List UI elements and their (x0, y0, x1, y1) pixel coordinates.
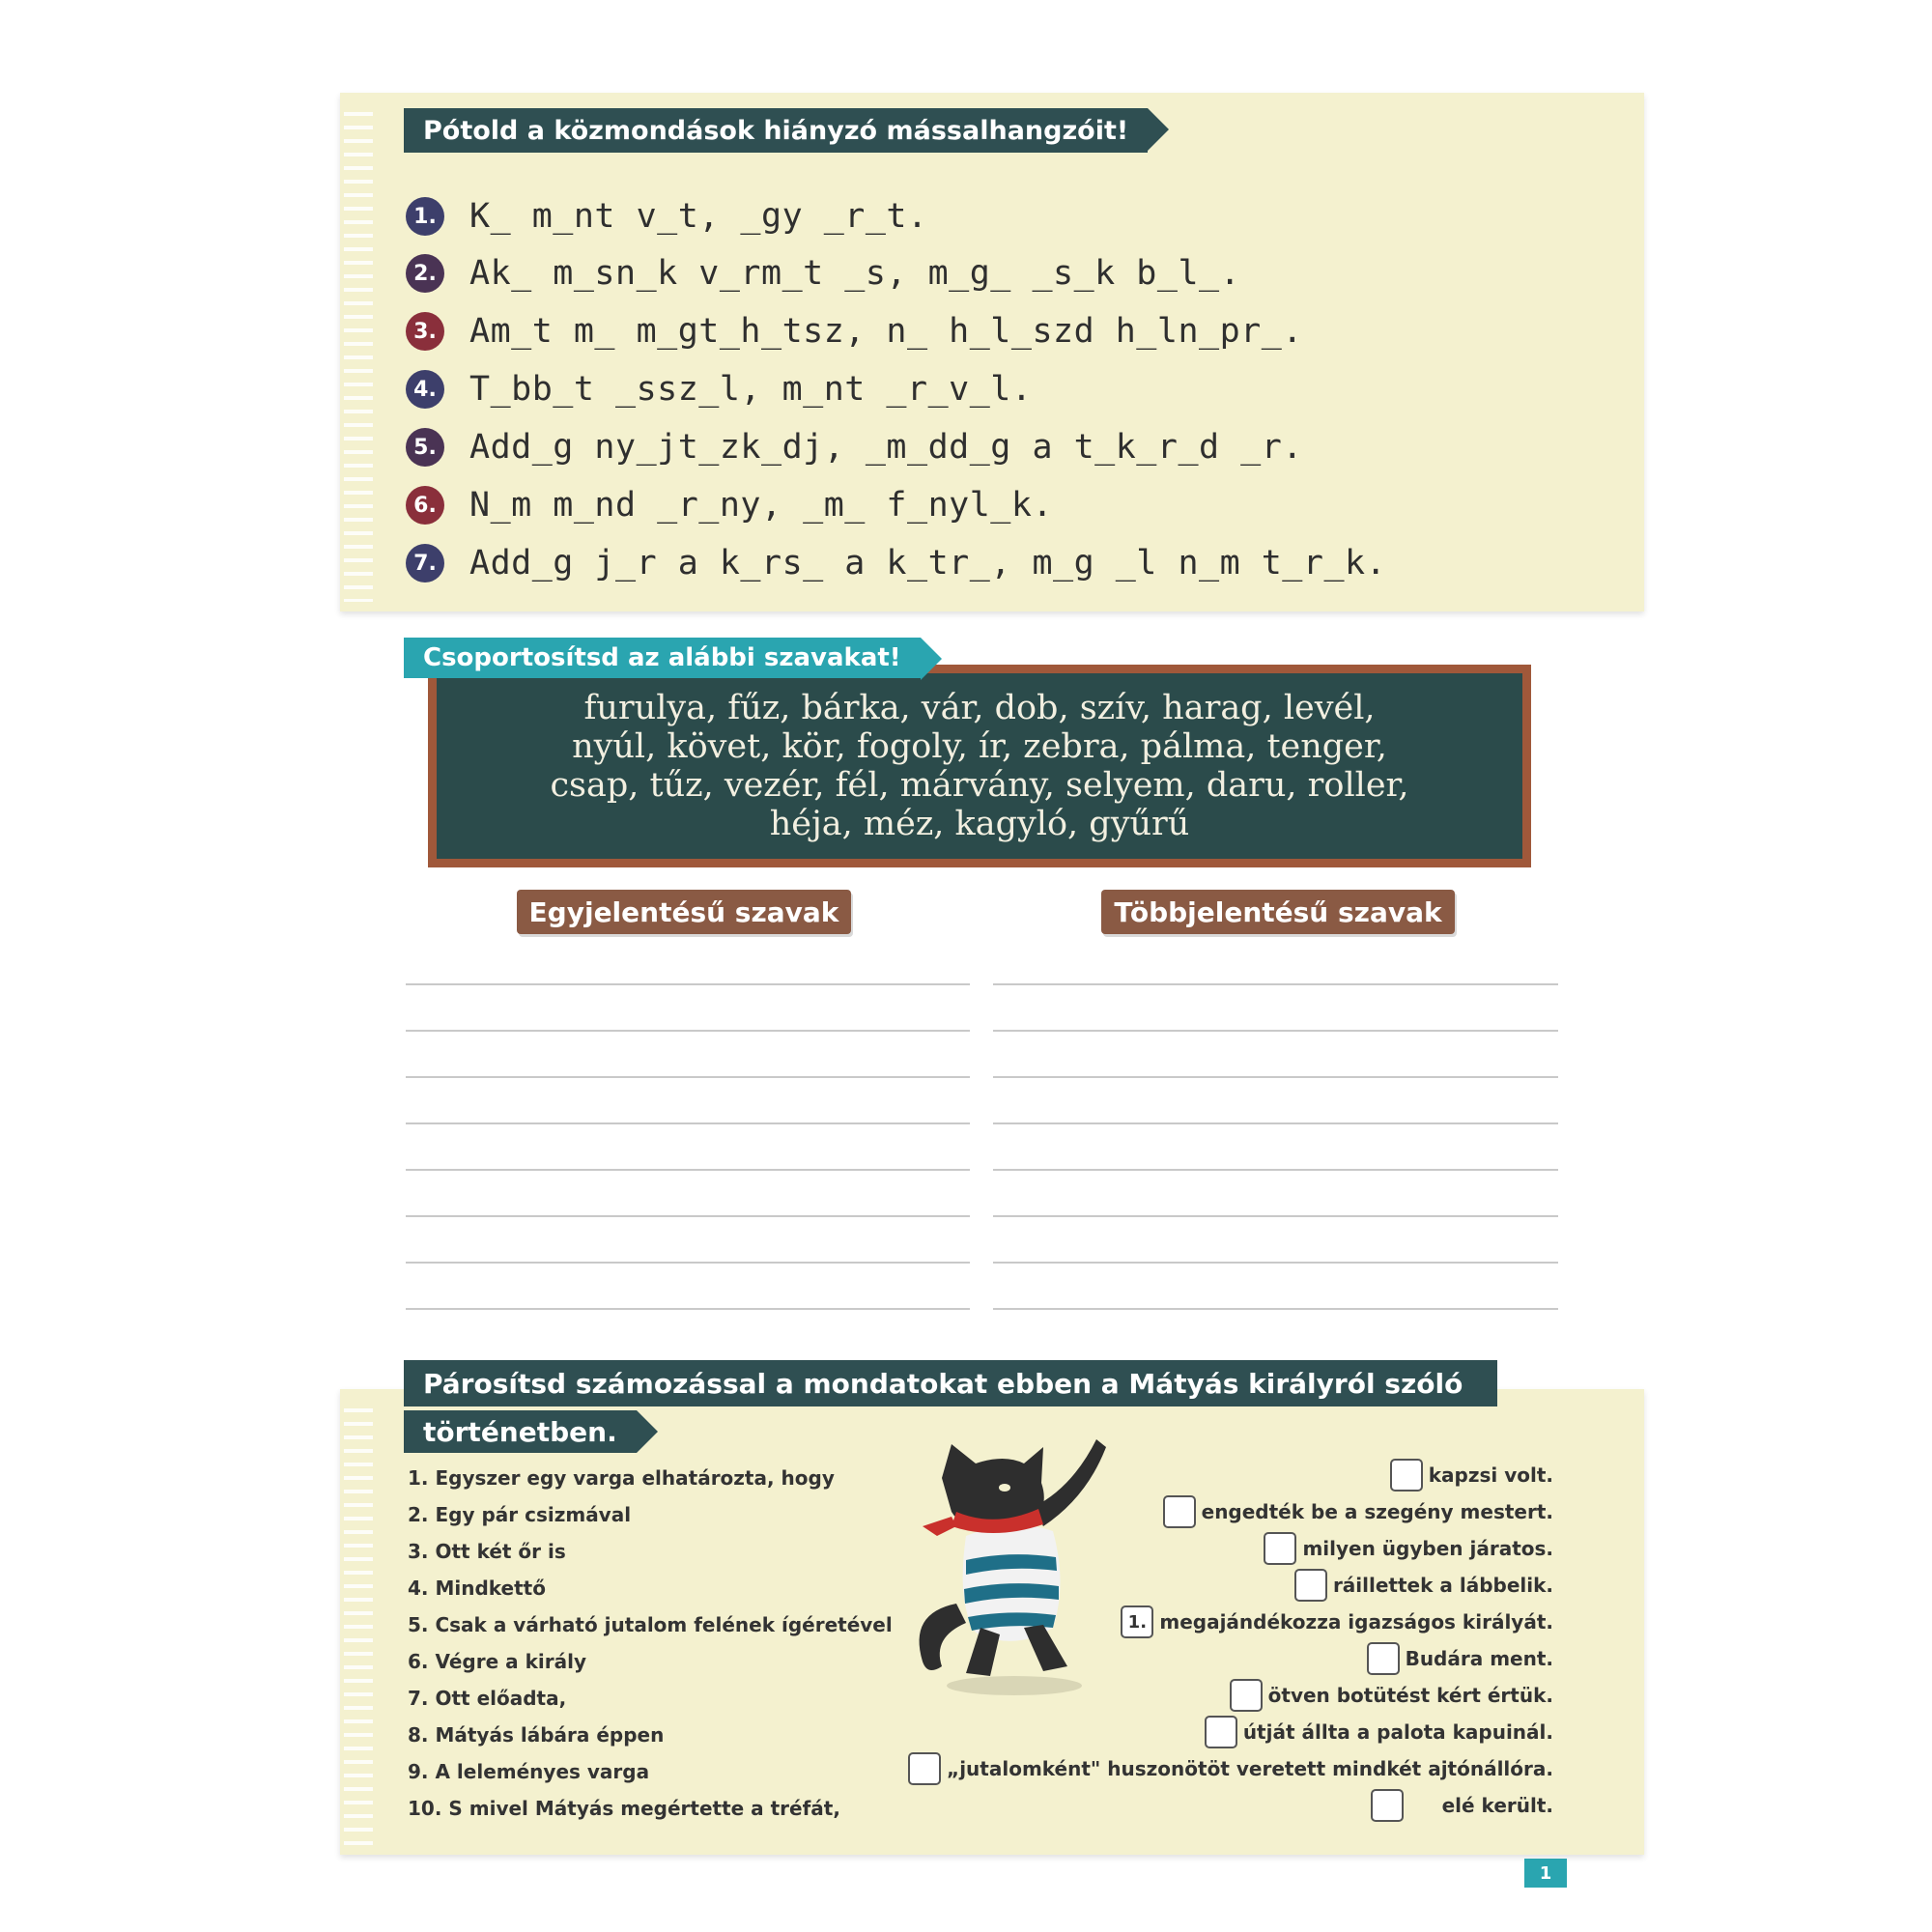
word-line: nyúl, követ, kör, fogoly, ír, zebra, pálma, tenger, (572, 727, 1387, 766)
writing-line[interactable] (993, 1076, 1558, 1078)
left-column-header: Egyjelentésű szavak (517, 890, 851, 934)
sentence-start: 5. Csak a várható jutalom felének ígéretével (408, 1613, 893, 1636)
sentence-end (1294, 1569, 1553, 1602)
writing-line[interactable] (993, 1030, 1558, 1032)
sentence-end (1163, 1495, 1553, 1528)
sentence-end-text: ráillettek a lábbelik. (1332, 1574, 1553, 1597)
answer-box[interactable] (1264, 1532, 1296, 1565)
writing-line[interactable] (406, 1262, 970, 1264)
binder-rings (344, 102, 373, 602)
writing-line[interactable] (993, 1215, 1558, 1217)
sentence-end (1121, 1605, 1553, 1638)
sentence-end-text: „jutalomként" huszonötöt veretett mindkét ajtónállóra. (947, 1757, 1553, 1780)
proverb-item (406, 197, 928, 236)
proverb-text: N_m m_nd _r_ny, _m_ f_nyl_k. (469, 486, 1054, 525)
sentence-end-text: kapzsi volt. (1428, 1463, 1553, 1487)
cat-leg (966, 1628, 1000, 1676)
writing-line[interactable] (406, 983, 970, 985)
word-line: csap, tűz, vezér, fél, márvány, selyem, daru, roller, (550, 766, 1409, 805)
grouping-title: Csoportosítsd az alábbi szavakat! (404, 638, 921, 678)
chalkboard (428, 665, 1531, 867)
sentence-end (1205, 1716, 1553, 1748)
answer-box[interactable] (1205, 1716, 1237, 1748)
sentence-end (1230, 1679, 1553, 1712)
proverb-item (406, 370, 1032, 409)
cat-tail (920, 1604, 966, 1670)
binder-rings (344, 1399, 373, 1845)
sentence-start: 7. Ott előadta, (408, 1687, 567, 1710)
number-badge: 3. (406, 312, 444, 351)
number-badge: 6. (406, 486, 444, 525)
answer-box[interactable]: 1. (1121, 1605, 1153, 1638)
sentence-end (908, 1752, 1553, 1785)
number-badge: 5. (406, 428, 444, 467)
answer-box[interactable] (1163, 1495, 1196, 1528)
sentence-start: 4. Mindkettő (408, 1577, 546, 1600)
word-line: furulya, fűz, bárka, vár, dob, szív, harag, levél, (583, 689, 1376, 727)
answer-box[interactable] (1371, 1789, 1404, 1822)
sentence-end-text: ötven botütést kért értük. (1267, 1684, 1553, 1707)
proverbs-panel (340, 93, 1644, 611)
sentence-start: 2. Egy pár csizmával (408, 1503, 632, 1526)
bandana-tail (923, 1517, 956, 1536)
proverb-text: Add_g ny_jt_zk_dj, _m_dd_g a t_k_r_d _r. (469, 428, 1303, 467)
proverb-text: K_ m_nt v_t, _gy _r_t. (469, 197, 928, 236)
sentence-end-text: milyen ügyben járatos. (1302, 1537, 1553, 1560)
number-badge: 7. (406, 544, 444, 582)
word-line: héja, méz, kagyló, gyűrű (769, 805, 1190, 843)
sentence-end (1367, 1642, 1553, 1675)
cat-eye (999, 1484, 1010, 1492)
matching-title-line2: történetben. (404, 1410, 637, 1453)
proverbs-title: Pótold a közmondások hiányzó mássalhangzóit! (404, 108, 1148, 153)
right-column-header: Többjelentésű szavak (1101, 890, 1455, 934)
shadow (947, 1676, 1082, 1695)
sentence-end (1390, 1459, 1553, 1492)
sentence-start: 3. Ott két őr is (408, 1540, 566, 1563)
answer-box[interactable] (1294, 1569, 1327, 1602)
proverb-text: Add_g j_r a k_rs_ a k_tr_, m_g _l n_m t_r_k. (469, 544, 1387, 582)
writing-line[interactable] (406, 1122, 970, 1124)
page-number: 1 (1524, 1859, 1567, 1888)
writing-line[interactable] (993, 1262, 1558, 1264)
writing-line[interactable] (993, 983, 1558, 985)
sentence-end-text: Budára ment. (1405, 1647, 1553, 1670)
writing-line[interactable] (406, 1030, 970, 1032)
matching-title-line1: Párosítsd számozással a mondatokat ebben a Mátyás királyról szóló (404, 1360, 1497, 1406)
sentence-start: 6. Végre a király (408, 1650, 586, 1673)
sentence-start: 9. A leleményes varga (408, 1760, 650, 1783)
sentence-end (1264, 1532, 1553, 1565)
writing-line[interactable] (993, 1122, 1558, 1124)
proverb-item (406, 486, 1053, 525)
writing-line[interactable] (406, 1215, 970, 1217)
sentence-start: 10. S mivel Mátyás megértette a tréfát, (408, 1797, 840, 1820)
sentence-end-text: megajándékozza igazságos királyát. (1159, 1610, 1553, 1634)
sentence-start: 8. Mátyás lábára éppen (408, 1723, 665, 1747)
cat-leg (1024, 1625, 1067, 1671)
number-badge: 1. (406, 197, 444, 236)
writing-line[interactable] (993, 1169, 1558, 1171)
proverb-text: Am_t m_ m_gt_h_tsz, n_ h_l_szd h_ln_pr_. (469, 312, 1303, 351)
answer-box[interactable] (1230, 1679, 1263, 1712)
proverb-text: Ak_ m_sn_k v_rm_t _s, m_g_ _s_k b_l_. (469, 254, 1241, 293)
cat-illustration (898, 1420, 1140, 1700)
sentence-end-text: elé került. (1441, 1794, 1553, 1817)
proverb-item (406, 312, 1303, 351)
answer-box[interactable] (1367, 1642, 1400, 1675)
answer-box[interactable] (908, 1752, 941, 1785)
writing-line[interactable] (406, 1169, 970, 1171)
proverb-item (406, 428, 1303, 467)
sentence-end (1371, 1789, 1553, 1822)
proverb-text: T_bb_t _ssz_l, m_nt _r_v_l. (469, 370, 1033, 409)
sentence-end-text: engedték be a szegény mestert. (1201, 1500, 1553, 1523)
writing-line[interactable] (406, 1076, 970, 1078)
proverb-item (406, 254, 1240, 293)
proverb-item (406, 544, 1386, 582)
number-badge: 2. (406, 254, 444, 293)
number-badge: 4. (406, 370, 444, 409)
sentence-start: 1. Egyszer egy varga elhatározta, hogy (408, 1466, 835, 1490)
answer-box[interactable] (1390, 1459, 1423, 1492)
word-list (492, 689, 1467, 843)
writing-line[interactable] (993, 1308, 1558, 1310)
cat-arm-raised (1034, 1439, 1106, 1526)
writing-line[interactable] (406, 1308, 970, 1310)
sentence-end-text: útját állta a palota kapuinál. (1242, 1720, 1553, 1744)
